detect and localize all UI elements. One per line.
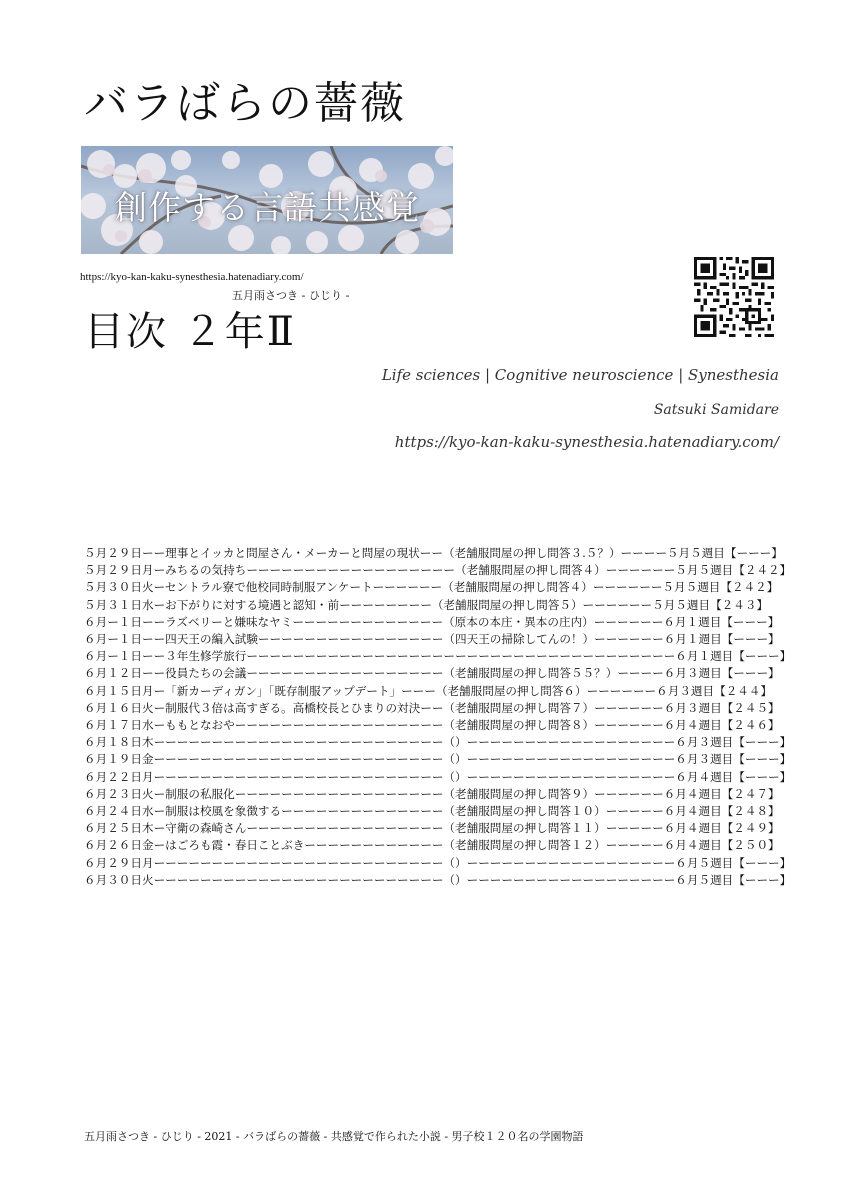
toc-entry: ６月１５日月ー「新カーディガン」「既存制服アップデート」ーーー（老舗服問屋の押し問答６）ーーーーーー６月３週目【２４４】 [84, 683, 773, 698]
toc-entry: ６月２３日火ー制服の私服化ーーーーーーーーーーーーーーーーーー（老舗服問屋の押し問答９）ーーーーーー６月４週目【２４７】 [84, 786, 780, 801]
toc-entry: ５月３１日水ーお下がりに対する境遇と認知・前ーーーーーーーー（老舗服問屋の押し問答５）ーーーーーー５月５週目【２４３】 [84, 597, 769, 612]
page-footer: 五月雨さつき - ひじり - 2021 - バラばらの薔薇 - 共感覚で作られた小説 - 男子校１２０名の学園物語 [84, 1130, 584, 1143]
toc-entry: ６月３０日火ーーーーーーーーーーーーーーーーーーーーーーーーー（）ーーーーーーーーーーーーーーーーーー６月５週目【ーーー】 [84, 872, 792, 887]
toc-entry: ６月１８日木ーーーーーーーーーーーーーーーーーーーーーーーーー（）ーーーーーーーーーーーーーーーーーー６月３週目【ーーー】 [84, 735, 792, 750]
toc-entry: ５月２９日ーー理事とイッカと問屋さん・メーカーと問屋の現状ーー（老舗服問屋の押し問答３.５？）ーーーー５月５週目【ーーー】 [84, 546, 783, 560]
banner-image [81, 146, 453, 254]
toc-entry: ６月２２日月ーーーーーーーーーーーーーーーーーーーーーーーーー（）ーーーーーーーーーーーーーーーーーー６月４週目【ーーー】 [84, 769, 792, 784]
banner-text: 創作する言語共感覚 [114, 188, 420, 227]
toc-entry: ６月２５日木ー守衛の森崎さんーーーーーーーーーーーーーーーーー（老舗服問屋の押し問答１１）ーーーーー６月４週目【２４９】 [84, 821, 780, 836]
toc-entry: ６月２４日水ー制服は校風を象徴するーーーーーーーーーーーーーー（老舗服問屋の押し問答１０）ーーーーー６月４週目【２４８】 [84, 804, 780, 819]
signature-fields: Life sciences | Cognitive neuroscience | Synesthesia [381, 366, 779, 384]
toc-heading: 目次 ２年Ⅱ [84, 309, 296, 355]
toc-entry: ６月ー１日ーーラズベリーと嫌味なヤミーーーーーーーーーーーーー（原本の本庄・異本の庄内）ーーーーーー６月１週目【ーーー】 [84, 614, 780, 629]
blog-url: https://kyo-kan-kaku-synesthesia.hatenadiary.com/ [80, 271, 304, 283]
page-title: バラばらの薔薇 [84, 78, 406, 129]
toc-entry: ６月ー１日ーー３年生修学旅行ーーーーーーーーーーーーーーーーーーーーーーーーーーーーーーーーーーーーー６月１週目【ーーー】 [84, 649, 792, 664]
toc-entry: ６月１７日水ーももとなおやーーーーーーーーーーーーーーーーーー（老舗服問屋の押し問答８）ーーーーーー６月４週目【２４６】 [84, 718, 780, 733]
toc-entry: ６月２９日月ーーーーーーーーーーーーーーーーーーーーーーーーー（）ーーーーーーーーーーーーーーーーーー６月５週目【ーーー】 [84, 855, 792, 870]
toc-entry: ６月１９日金ーーーーーーーーーーーーーーーーーーーーーーーーー（）ーーーーーーーーーーーーーーーーーー６月３週目【ーーー】 [84, 752, 792, 767]
toc-entry: ５月２９日月ーみちるの気持ちーーーーーーーーーーーーーーーーーー（老舗服問屋の押し問答４）ーーーーーー５月５週目【２４２】 [84, 563, 792, 578]
author-name: 五月雨さつき - ひじり - [232, 289, 350, 302]
signature-name: Satsuki Samidare [653, 402, 779, 418]
signature-url: https://kyo-kan-kaku-synesthesia.hatenadiary.com/ [394, 433, 779, 451]
toc-list [84, 545, 791, 889]
toc-entry: ６月ー１日ーー四天王の編入試験ーーーーーーーーーーーーーーーー（四天王の掃除してんの！）ーーーーーー６月１週目【ーーー】 [84, 632, 780, 647]
toc-entry: ６月２６日金ーはごろも霞・春日ことぶきーーーーーーーーーーーー（老舗服問屋の押し問答１２）ーーーーー６月４週目【２５０】 [84, 838, 780, 853]
toc-entry: ６月１６日火ー制服代３倍は高すぎる。高橋校長とひまりの対決ーー（老舗服問屋の押し問答７）ーーーーーー６月３週目【２４５】 [84, 700, 780, 715]
qr-code-icon [694, 257, 774, 337]
toc-entry: ５月３０日火ーセントラル寮で他校同時制服アンケートーーーーーー（老舗服問屋の押し問答４）ーーーーーー５月５週目【２４２】 [84, 580, 779, 595]
toc-entry: ６月１２日ーー役員たちの会議ーーーーーーーーーーーーーーーーー（老舗服問屋の押し問答５５？）ーーーー６月３週目【ーーー】 [84, 666, 780, 681]
